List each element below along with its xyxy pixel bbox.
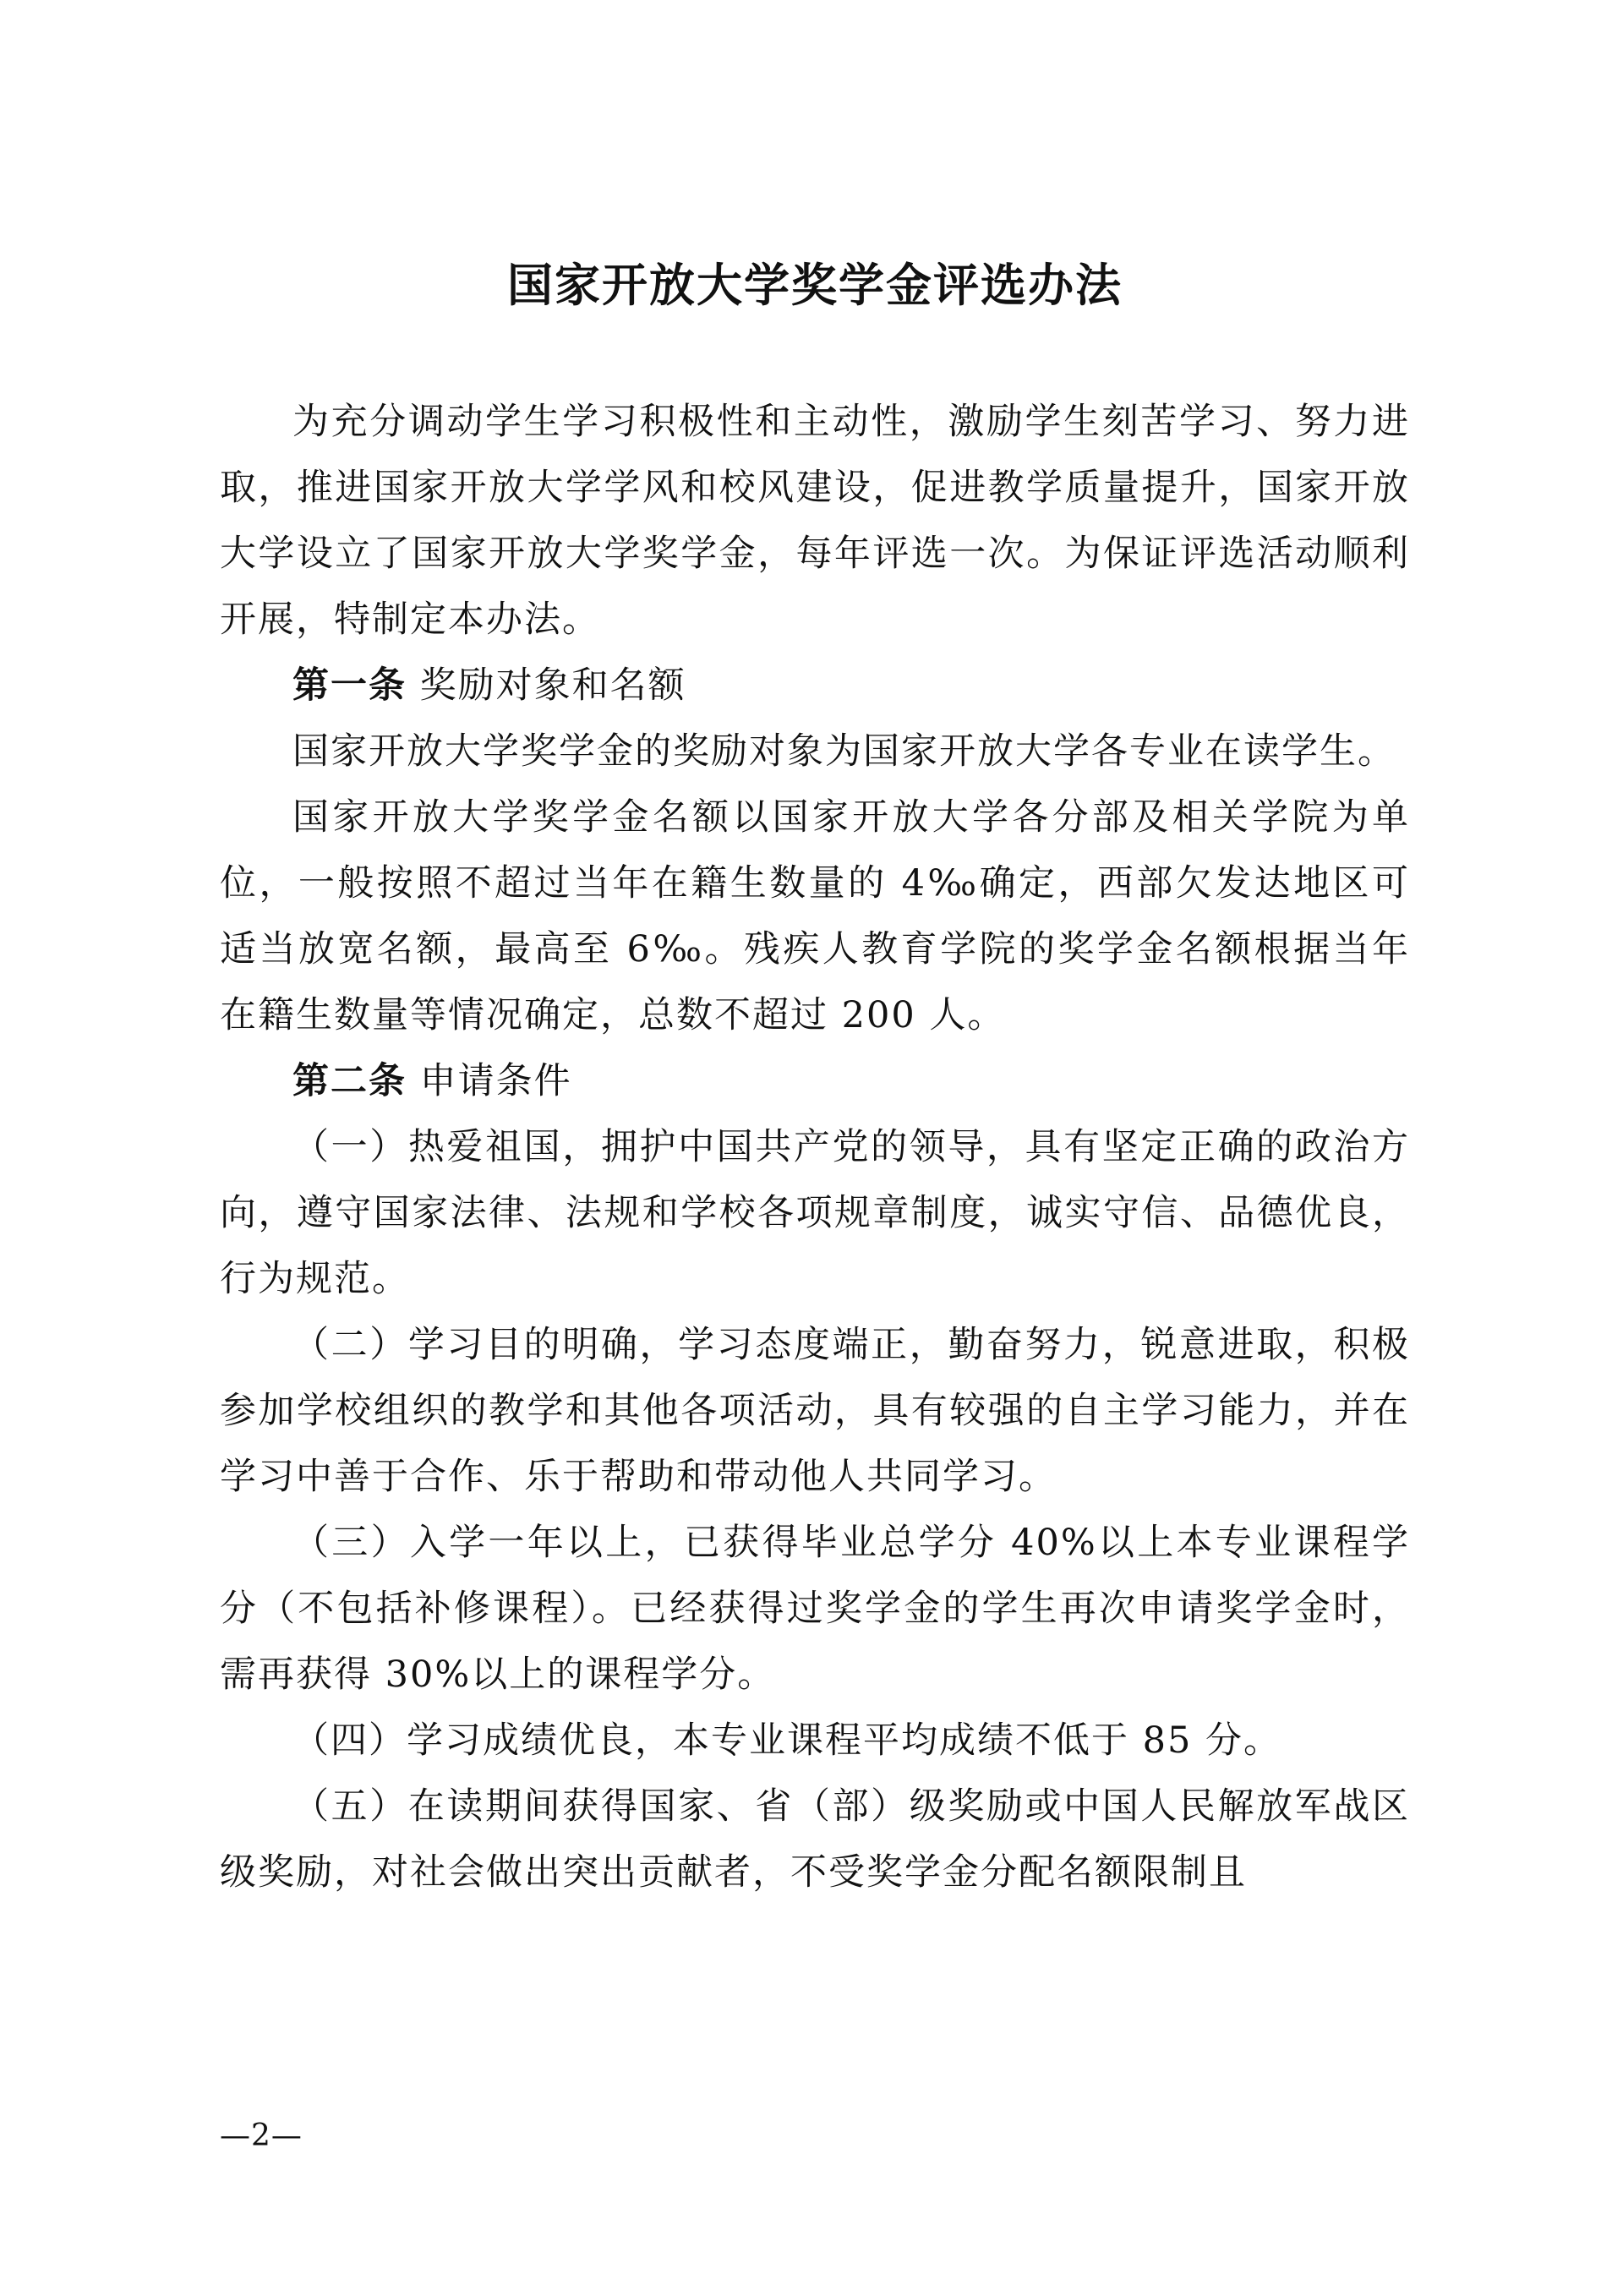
article-2-clause-2: （二）学习目的明确，学习态度端正，勤奋努力，锐意进取，积极参加学校组织的教学和其他各项活动，具有较强的自主学习能力，并在学习中善于合作、乐于帮助和带动他人共同学习。 xyxy=(220,1324,1410,1498)
article-2-clause-1: （一）热爱祖国，拥护中国共产党的领导，具有坚定正确的政治方向，遵守国家法律、法规和学校各项规章制度，诚实守信、品德优良，行为规范。 xyxy=(220,1126,1410,1300)
article-2-heading xyxy=(220,1048,1410,1114)
intro-paragraph: 为充分调动学生学习积极性和主动性，激励学生刻苦学习、努力进取，推进国家开放大学学风和校风建设，促进教学质量提升，国家开放大学设立了国家开放大学奖学金，每年评选一次。为保证评选活动顺利开展，特制定本办法。 xyxy=(220,401,1410,641)
article-2-number: 第二条 xyxy=(292,1060,407,1102)
article-2-clause-3: （三）入学一年以上，已获得毕业总学分 40%以上本专业课程学分（不包括补修课程）。已经获得过奖学金的学生再次申请奖学金时，需再获得 30%以上的课程学分。 xyxy=(220,1522,1410,1696)
document-body xyxy=(220,389,1410,1905)
article-2-title: 申请条件 xyxy=(419,1060,572,1102)
article-1-number: 第一条 xyxy=(292,664,407,707)
article-2-clause-4: （四）学习成绩优良，本专业课程平均成绩不低于 85 分。 xyxy=(292,1719,1282,1762)
article-1-title: 奖励对象和名额 xyxy=(419,664,686,707)
article-1-heading xyxy=(220,653,1410,719)
article-1-paragraph-1: 国家开放大学奖学金的奖励对象为国家开放大学各专业在读学生。 xyxy=(292,730,1396,773)
article-1-paragraph-2: 国家开放大学奖学金名额以国家开放大学各分部及相关学院为单位，一般按照不超过当年在籍生数量的 4‰确定，西部欠发达地区可适当放宽名额，最高至 6‰。残疾人教育学院的奖学金名额根据当年在籍生数量等情况确定，总数不超过 200 人。 xyxy=(220,796,1410,1036)
article-2-clause-5: （五）在读期间获得国家、省（部）级奖励或中国人民解放军战区级奖励，对社会做出突出贡献者，不受奖学金分配名额限制且 xyxy=(220,1785,1410,1894)
document-page xyxy=(220,0,1410,2296)
document-title: 国家开放大学奖学金评选办法 xyxy=(507,258,1123,312)
page-number: —2— xyxy=(220,2118,303,2153)
